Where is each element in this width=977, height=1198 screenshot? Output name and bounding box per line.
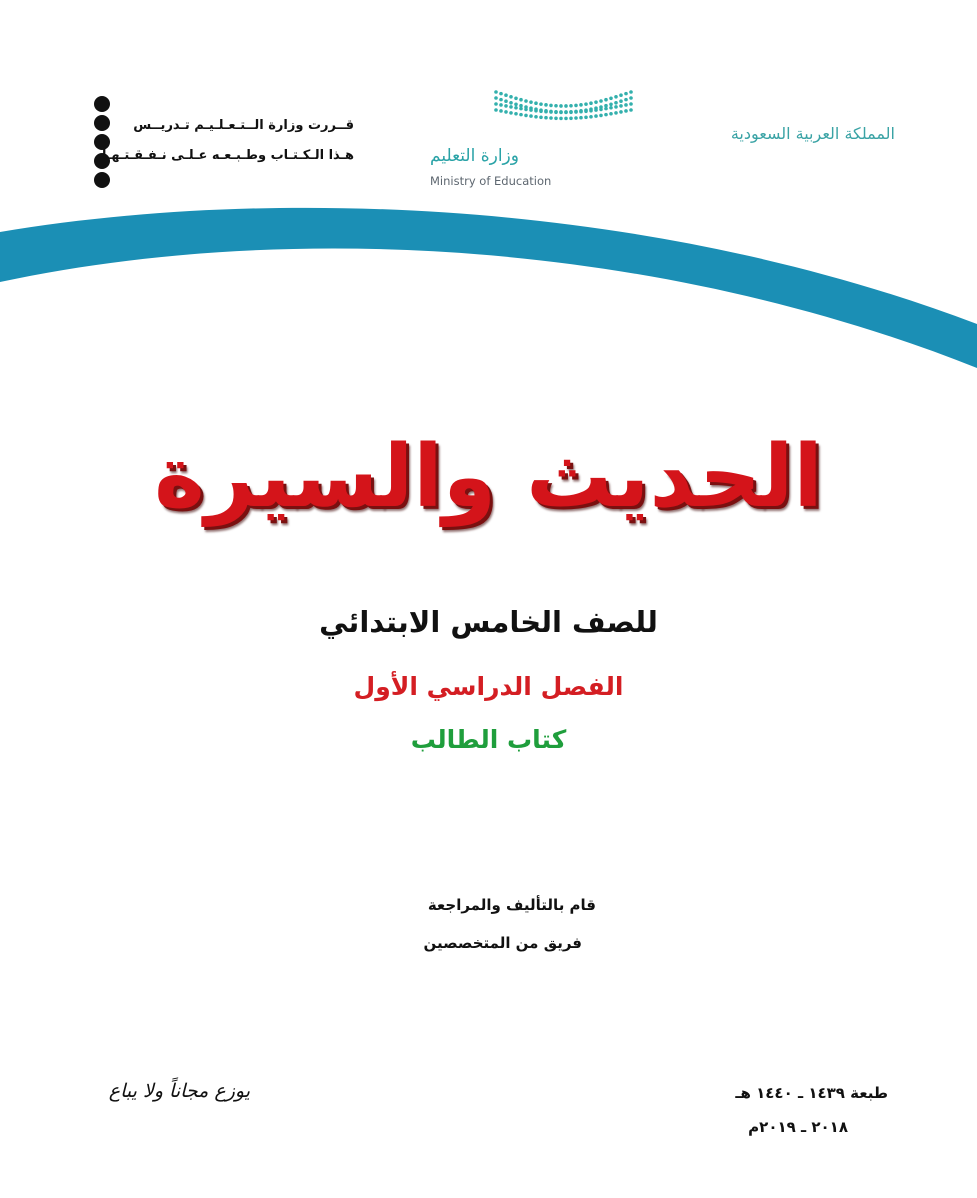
logo-dot [599,114,603,118]
logo-dot [554,116,558,120]
logo-dot [564,117,568,121]
logo-dot [494,102,498,106]
logo-dot [494,96,498,100]
logo-dot [534,109,538,113]
logo-dot [614,105,618,109]
logo-dot [624,92,628,96]
book-title: الحديث والسيرة [154,427,823,527]
logo-dot [589,101,593,105]
logo-dot [624,103,628,107]
logo-dot [539,109,543,113]
ministry-name-ar: وزارة التعليم [430,146,519,166]
logo-dot [504,99,508,103]
logo-dot [564,104,568,108]
bullet-column [90,96,110,191]
logo-dot [564,111,568,115]
logo-dot [509,101,513,105]
logo-dot [614,111,618,115]
logo-dot [584,109,588,113]
logo-dot [604,107,608,111]
logo-dot [524,114,528,118]
logo-dot [599,99,603,103]
logo-dot [519,113,523,117]
bullet-dot-icon [94,115,110,131]
logo-dot [624,98,628,102]
grade-label: للصف الخامس الابتدائي [319,605,658,639]
logo-dot [619,99,623,103]
logo-dot [559,104,563,108]
logo-dot [499,98,503,102]
logo-dot [629,108,633,112]
logo-dot [539,102,543,106]
authorship-line: قام بالتأليف والمراجعة [427,896,596,914]
approval-line: هـذا الـكـتـاب وطـبـعـه عـلـى نـفـقـتـهـا [102,148,354,163]
logo-dot [554,110,558,114]
logo-dot [609,102,613,106]
logo-dot [504,110,508,114]
logo-dot [514,102,518,106]
logo-dot [579,116,583,120]
logo-dot [544,103,548,107]
logo-dot [574,116,578,120]
logo-dot [499,103,503,107]
logo-dot [609,112,613,116]
logo-dot [569,104,573,108]
ministry-name-en: Ministry of Education [430,174,552,188]
logo-dot [549,110,553,114]
logo-dot [499,109,503,113]
logo-dot [549,116,553,120]
logo-dot [589,115,593,119]
logo-dot [544,116,548,120]
logo-dot [614,101,618,105]
logo-dot [574,104,578,108]
logo-dot [559,117,563,121]
bullet-dot-icon [94,172,110,188]
logo-dot [524,99,528,103]
free-distribution-note: يوزع مجاناً ولا يباع [108,1080,250,1102]
logo-dot [594,114,598,118]
decorative-swoosh [0,200,977,380]
logo-dot [574,110,578,114]
logo-dot [529,114,533,118]
logo-dot [519,107,523,111]
logo-dot [524,108,528,112]
logo-dot [544,110,548,114]
logo-dot [584,115,588,119]
logo-dot [504,104,508,108]
logo-dot [569,116,573,120]
logo-dot [579,103,583,107]
book-type-label: كتاب الطالب [410,725,567,754]
logo-dot [569,110,573,114]
logo-dot [629,102,633,106]
logo-dot [619,110,623,114]
logo-dot [514,96,518,100]
logo-dot [509,111,513,115]
semester-label: الفصل الدراسي الأول [353,672,624,701]
authors-line: فريق من المتخصصين [423,934,582,952]
edition-hijri-year: طبعة ١٤٣٩ ـ ١٤٤٠ هـ [735,1084,888,1102]
logo-dot [619,93,623,97]
logo-dot [604,98,608,102]
logo-dot [504,93,508,97]
logo-dot [594,100,598,104]
logo-dot [494,90,498,94]
logo-dot [514,112,518,116]
logo-dot [509,105,513,109]
logo-dot [534,101,538,105]
logo-dot [499,92,503,96]
logo-dot [514,106,518,110]
country-name: المملكة العربية السعودية [730,124,895,143]
approval-notice [88,96,368,194]
logo-dot [539,115,543,119]
ministry-dots-emblem-icon [412,82,638,142]
logo-dot [619,104,623,108]
logo-dot [549,104,553,108]
logo-dot [534,115,538,119]
logo-dot [624,109,628,113]
logo-dot [579,110,583,114]
logo-dot [529,100,533,104]
logo-dot [609,96,613,100]
logo-dot [604,113,608,117]
logo-dot [494,108,498,112]
logo-dot [559,111,563,115]
logo-dot [584,102,588,106]
logo-dot [589,109,593,113]
logo-dot [529,108,533,112]
logo-dot [614,95,618,99]
logo-dot [554,104,558,108]
logo-dot [609,106,613,110]
approval-line: قــررت وزارة الــتـعـلـيـم تـدريــس [133,118,354,133]
logo-dot [519,98,523,102]
logo-dot [629,90,633,94]
logo-dot [629,96,633,100]
edition-gregorian-year: ٢٠١٨ ـ ٢٠١٩م [748,1118,848,1136]
logo-dot [509,95,513,99]
bullet-dot-icon [94,96,110,112]
logo-dot [599,108,603,112]
swoosh-band [0,208,977,368]
logo-dot [594,108,598,112]
